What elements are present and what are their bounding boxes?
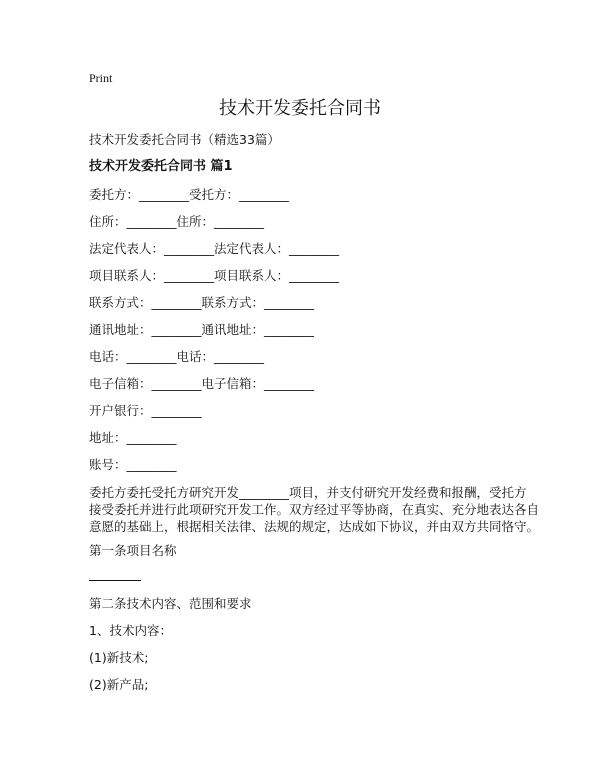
item-1-label: 1、技术内容： [89, 623, 172, 638]
document-subtitle: 技术开发委托合同书（精选33篇） [89, 132, 280, 147]
field-line-phone: 电话：________电话：________ [89, 349, 265, 364]
item-1b: (2)新产品; [89, 677, 149, 692]
paragraph-line: 委托方委托受托方研究开发________项目，并支付研究开发经费和报酬，受托方 [89, 485, 527, 500]
field-line-client-trustee: 委托方：________受托方：________ [89, 187, 290, 202]
field-line-account: 账号：________ [89, 457, 177, 472]
field-line-legal-rep: 法定代表人：________法定代表人：________ [89, 241, 340, 256]
project-name-blank [89, 580, 141, 581]
document-title: 技术开发委托合同书 [219, 98, 381, 119]
field-line-project-contact: 项目联系人：________项目联系人：________ [89, 268, 340, 283]
paragraph-line: 意愿的基础上，根据相关法律、法规的规定，达成如下协议，并由双方共同恪守。 [89, 519, 540, 534]
field-line-bank: 开户银行：________ [89, 403, 202, 418]
section-heading: 技术开发委托合同书 篇1 [89, 159, 233, 174]
print-label: Print [89, 71, 113, 85]
paragraph-line: 接受委托并进行此项研究开发工作。双方经过平等协商，在真实、充分地表达各自 [89, 502, 540, 517]
field-line-bank-address: 地址：________ [89, 430, 177, 445]
item-1a: (1)新技术; [89, 650, 149, 665]
field-line-contact-method: 联系方式：________联系方式：________ [89, 295, 315, 310]
article-2-title: 第二条技术内容、范围和要求 [89, 596, 252, 611]
field-line-email: 电子信箱：________电子信箱：________ [89, 376, 315, 391]
agreement-paragraph [89, 484, 540, 535]
field-line-mailing-address: 通讯地址：________通讯地址：________ [89, 322, 315, 337]
article-1-title: 第一条项目名称 [89, 543, 177, 558]
field-line-address: 住所：________住所：________ [89, 214, 265, 229]
